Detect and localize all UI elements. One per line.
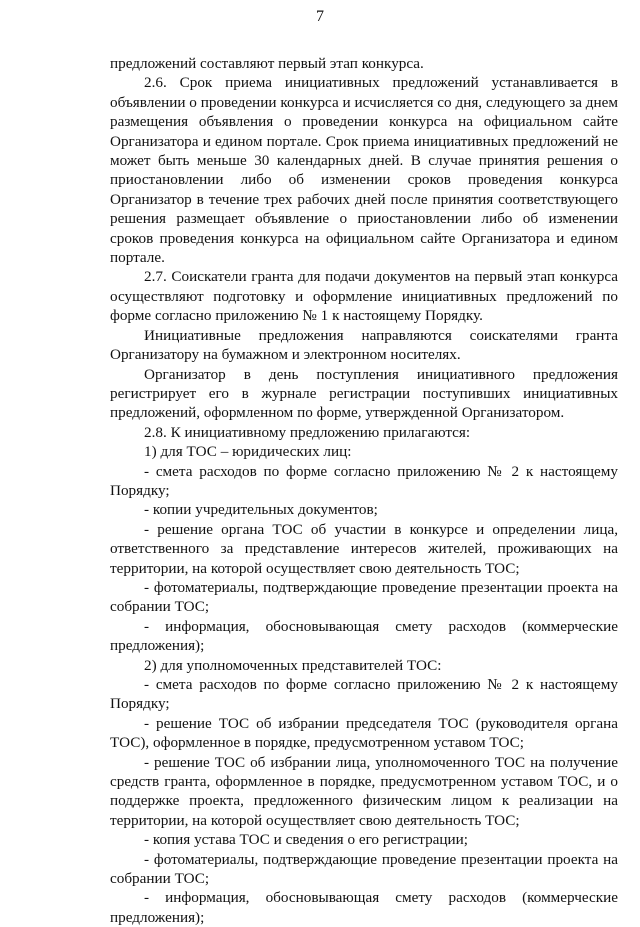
list-item: - смета расходов по форме согласно приложению № 2 к настоящему Порядку; <box>110 676 618 713</box>
body-text <box>110 54 618 927</box>
paragraph-2-7: 2.7. Соискатели гранта для подачи документов на первый этап конкурса осуществляют подготовку и оформление инициативных предложений по форме согласно приложению № 1 к настоящему Порядку. <box>110 268 618 325</box>
list-item: - информация, обосновывающая смету расходов (коммерческие предложения); <box>110 617 618 655</box>
list-item: - фотоматериалы, подтверждающие проведение презентации проекта на собрании ТОС; <box>110 850 618 888</box>
list-heading-representatives: 2) для уполномоченных представителей ТОС: <box>144 656 442 674</box>
list-item: - решение органа ТОС об участии в конкурсе и определении лица, ответственного за представление интересов жителей, проживающих на территории, на которой осуществляет свою деятельность ТОС; <box>110 520 618 577</box>
paragraph-2-6: 2.6. Срок приема инициативных предложений устанавливается в объявлении о проведении конкурса и исчисляется со дня, следующего за днем размещения объявления о проведении конкурса на официальном сайте Организатора и едином портале. Срок приема инициативных предложений не может быть меньше 30 календарных дней. В случае принятия решения о приостановлении либо об изменении сроков проведения конкурса Организатор в течение трех рабочих дней после принятия соответствующего решения размещает объявление о приостановлении либо об изменении сроков проведения конкурса на официальном сайте Организатора и едином портале. <box>110 74 618 267</box>
list-item: - решение ТОС об избрании лица, уполномоченного ТОС на получение средств гранта, оформленное в порядке, предусмотренном уставом ТОС, и о поддержке проекта, предложенного физическим лицом к реализации на территории, на которой осуществляет свою деятельность ТОС; <box>110 753 618 829</box>
list-heading-legal-entities: 1) для ТОС – юридических лиц: <box>144 443 352 461</box>
list-item: - смета расходов по форме согласно приложению № 2 к настоящему Порядку; <box>110 462 618 499</box>
list-item: - фотоматериалы, подтверждающие проведение презентации проекта на собрании ТОС; <box>110 578 618 616</box>
paragraph-2-8: 2.8. К инициативному предложению прилагаются: <box>144 423 471 441</box>
paragraph-continuation: предложений составляют первый этап конкурса. <box>110 55 424 72</box>
list-item: - информация, обосновывающая смету расходов (коммерческие предложения); <box>110 889 618 926</box>
paragraph-registration: Организатор в день поступления инициативного предложения регистрирует его в журнале регистрации поступивших инициативных предложений, оформленном по форме, утвержденной Организатором. <box>110 365 618 422</box>
list-item: - копии учредительных документов; <box>144 501 378 519</box>
list-item: - решение ТОС об избрании председателя ТОС (руководителя органа ТОС), оформленное в порядке, предусмотренном уставом ТОС; <box>110 714 618 752</box>
paragraph-submission: Инициативные предложения направляются соискателями гранта Организатору на бумажном и электронном носителях. <box>110 326 618 364</box>
list-item: - копия устава ТОС и сведения о его регистрации; <box>144 831 469 849</box>
page-number: 7 <box>316 8 324 25</box>
